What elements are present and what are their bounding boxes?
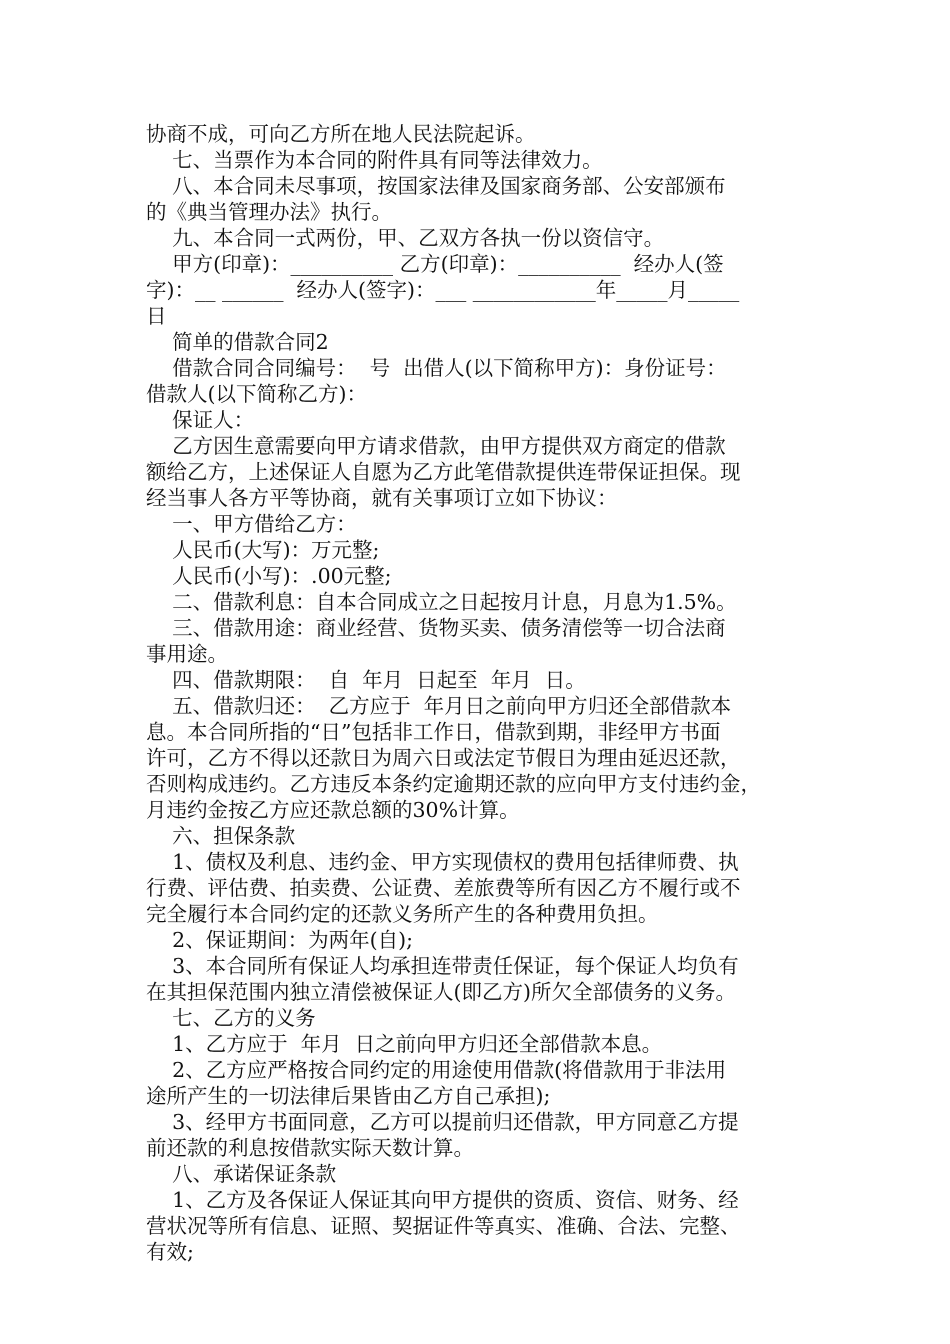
text-line: 八、本合同未尽事项，按国家法律及国家商务部、公安部颁布: [146, 174, 726, 198]
text-line: 许可，乙方不得以还款日为周六日或法定节假日为理由延迟还款，: [146, 746, 741, 770]
text-line: 2、乙方应严格按合同约定的用途使用借款(将借款用于非法用: [146, 1058, 727, 1082]
text-line: 途所产生的一切法律后果皆由乙方自己承担);: [146, 1084, 551, 1108]
text-line: 人民币(大写)：万元整;: [146, 538, 380, 562]
clause-heading: 二、借款利息：自本合同成立之日起按月计息，月息为1.5%。: [146, 590, 737, 614]
text-line: 1、债权及利息、违约金、甲方实现债权的费用包括律师费、执: [146, 850, 739, 874]
text-line: 额给乙方，上述保证人自愿为乙方此笔借款提供连带保证担保。现: [146, 460, 741, 484]
text-line: 前还款的利息按借款实际天数计算。: [146, 1136, 474, 1160]
text-line: 乙方因生意需要向甲方请求借款，由甲方提供双方商定的借款: [146, 434, 726, 458]
text-line: 七、当票作为本合同的附件具有同等法律效力。: [146, 148, 603, 172]
text-line: 经当事人各方平等协商，就有关事项订立如下协议：: [146, 486, 618, 510]
text-line: 行费、评估费、拍卖费、公证费、差旅费等所有因乙方不履行或不: [146, 876, 741, 900]
clause-heading: 七、乙方的义务: [146, 1006, 316, 1030]
text-line: 九、本合同一式两份，甲、乙双方各执一份以资信守。: [146, 226, 665, 250]
text-line: 有效;: [146, 1240, 194, 1264]
text-line: 日: [146, 304, 167, 328]
text-line: 营状况等所有信息、证照、契据证件等真实、准确、合法、完整、: [146, 1214, 741, 1238]
text-line: 借款合同合同编号： 号 出借人(以下简称甲方)：身份证号：: [146, 356, 727, 380]
clause-heading: 四、借款期限： 自 年月 日起至 年月 日。: [146, 668, 586, 692]
text-line: 息。本合同所指的“日”包括非工作日，借款到期，非经甲方书面: [146, 720, 721, 744]
text-line: 事用途。: [146, 642, 228, 666]
clause-heading: 八、承诺保证条款: [146, 1162, 337, 1186]
text-line: 2、保证期间：为两年(自);: [146, 928, 414, 952]
text-line: 3、经甲方书面同意，乙方可以提前归还借款，甲方同意乙方提: [146, 1110, 739, 1134]
text-line: 人民币(小写)：.00元整;: [146, 564, 392, 588]
text-line: 的《典当管理办法》执行。: [146, 200, 392, 224]
text-line: 1、乙方及各保证人保证其向甲方提供的资质、资信、财务、经: [146, 1188, 739, 1212]
document-body: [146, 121, 810, 1265]
text-line: 在其担保范围内独立清偿被保证人(即乙方)所欠全部债务的义务。: [146, 980, 736, 1004]
text-line: 1、乙方应于 年月 日之前向甲方归还全部借款本息。: [146, 1032, 663, 1056]
signature-line: 字)：__ ______ 经办人(签字)：___ ____________年_____月_____: [146, 278, 740, 302]
text-line: 否则构成违约。乙方违反本条约定逾期还款的应向甲方支付违约金，: [146, 772, 761, 796]
text-line: 3、本合同所有保证人均承担连带责任保证，每个保证人均负有: [146, 954, 739, 978]
text-line: 协商不成，可向乙方所在地人民法院起诉。: [146, 122, 536, 146]
section-title: 简单的借款合同2: [146, 330, 329, 354]
text-line: 保证人：: [146, 408, 255, 432]
text-line: 完全履行本合同约定的还款义务所产生的各种费用负担。: [146, 902, 659, 926]
clause-heading: 六、担保条款: [146, 824, 296, 848]
clause-heading: 三、借款用途：商业经营、货物买卖、债务清偿等一切合法商: [146, 616, 726, 640]
clause-heading: 一、甲方借给乙方：: [146, 512, 357, 536]
text-line: 借款人(以下简称乙方)：: [146, 382, 367, 406]
signature-line: 甲方(印章)：__________ 乙方(印章)：__________ 经办人(签: [146, 252, 724, 276]
text-line: 月违约金按乙方应还款总额的30%计算。: [146, 798, 520, 822]
clause-heading: 五、借款归还： 乙方应于 年月日之前向甲方归还全部借款本: [146, 694, 732, 718]
